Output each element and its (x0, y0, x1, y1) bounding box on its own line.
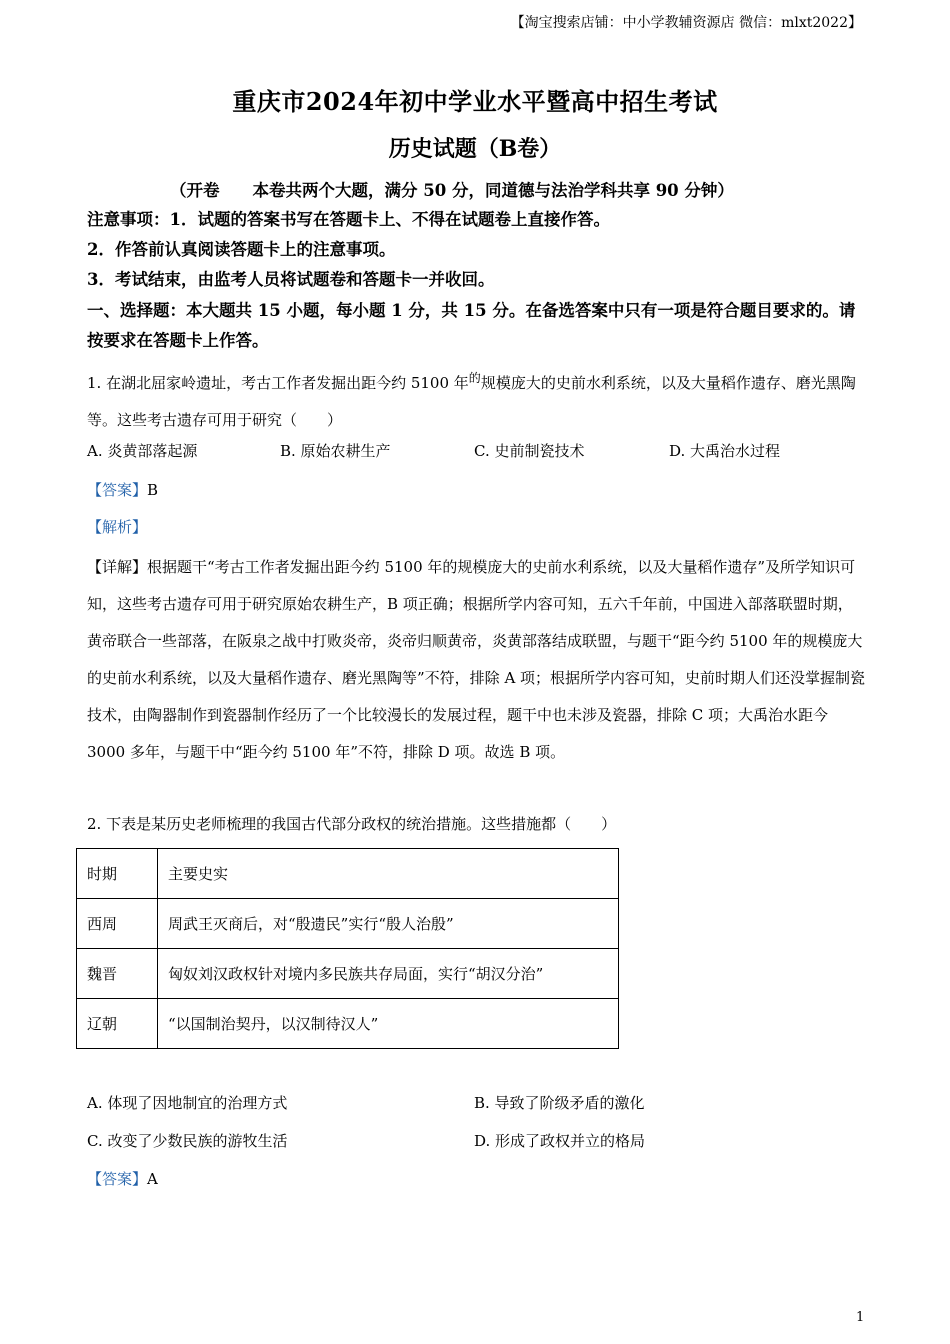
table-header-facts: 主要史实 (158, 849, 619, 899)
history-table (76, 848, 619, 1049)
q2-answer-tag: 【答案】 (87, 1170, 148, 1188)
table-row (77, 949, 619, 999)
table-header-period: 时期 (77, 849, 158, 899)
q2-option-a: A. 体现了因地制宜的治理方式 (87, 1094, 288, 1112)
table-cell-fact: 匈奴刘汉政权针对境内多民族共存局面，实行“胡汉分治” (158, 949, 619, 999)
page-number: 1 (856, 1310, 865, 1325)
notice-3: 3．考试结束，由监考人员将试题卷和答题卡一并收回。 (87, 270, 495, 289)
q1-stem-after: 规模庞大的史前水利系统，以及大量稻作遗存、磨光黑陶等。这些考古遗存可用于研究（ ） (87, 374, 856, 429)
q2-option-c: C. 改变了少数民族的游牧生活 (87, 1132, 288, 1150)
table-row (77, 899, 619, 949)
q1-answer-tag: 【答案】 (87, 481, 148, 499)
q1-option-d: D. 大禹治水过程 (669, 442, 781, 460)
q1-analysis-tag: 【解析】 (87, 518, 148, 536)
table-cell-fact: 周武王灭商后，对“殷遗民”实行“殷人治殷” (158, 899, 619, 949)
question-2-stem: 2. 下表是某历史老师梳理的我国古代部分政权的统治措施。这些措施都（ ） (87, 815, 617, 833)
table-row (77, 999, 619, 1049)
q1-answer-value: B (147, 481, 159, 499)
q2-option-d: D. 形成了政权并立的格局 (474, 1132, 646, 1150)
table-header-row (77, 849, 619, 899)
notice-1: 注意事项：1．试题的答案书写在答题卡上、不得在试题卷上直接作答。 (87, 210, 610, 229)
q1-option-a: A. 炎黄部落起源 (87, 442, 198, 460)
exam-title: 重庆市2024年初中学业水平暨高中招生考试 (232, 87, 718, 116)
section-title: 一、选择题：本大题共 15 小题，每小题 1 分，共 15 分。在备选答案中只有一项是符合题目要求的。请按要求在答题卡上作答。 (87, 301, 856, 350)
notice-2: 2．作答前认真阅读答题卡上的注意事项。 (87, 240, 396, 259)
q1-option-c: C. 史前制瓷技术 (474, 442, 585, 460)
header-note: 【淘宝搜索店铺：中小学教辅资源店 微信：mlxt2022】 (510, 15, 862, 31)
q1-option-b: B. 原始农耕生产 (280, 442, 391, 460)
q2-option-b: B. 导致了阶级矛盾的激化 (474, 1094, 645, 1112)
exam-subtitle: 历史试题（B卷） (388, 136, 562, 162)
q1-stem-before: 1. 在湖北屈家岭遗址，考古工作者发掘出距今约 5100 年 (87, 374, 469, 392)
table-cell-period: 辽朝 (77, 999, 158, 1049)
q1-detail-text: 根据题干“考古工作者发掘出距今约 5100 年的规模庞大的史前水利系统，以及大量稻作遗存”及所学知识可知，这些考古遗存可用于研究原始农耕生产，B 项正确；根据所学内容可知，五六千年前，中国进入部落联盟时期，黄帝联合一些部落，在阪泉之战中打败炎帝，炎帝归顺黄帝，炎黄部落结成联盟，与题干“距今约 5100 年的规模庞大的史前水利系统，以及大量稻作遗存、磨光黑陶等”不符，排除 A 项；根据所学内容可知，史前时期人们还没掌握制瓷技术，由陶器制作到瓷器制作经历了一个比较漫长的发展过程，题干中也未涉及瓷器，排除 C 项；大禹治水距今 3000 多年，与题干中“距今约 5100 年”不符，排除 D 项。故选 B 项。 (87, 558, 866, 761)
q2-answer (87, 1168, 158, 1189)
table-cell-fact: “以国制治契丹，以汉制待汉人” (158, 999, 619, 1049)
q1-stem-sup: 的 (468, 371, 481, 385)
q1-answer (87, 479, 158, 500)
q1-detail (87, 549, 867, 771)
question-1-stem (87, 360, 867, 439)
q2-answer-value: A (147, 1170, 158, 1188)
exam-info: （开卷 本卷共两个大题，满分 50 分，同道德与法治学科共享 90 分钟） (170, 181, 734, 200)
q1-detail-tag: 【详解】 (87, 558, 148, 576)
table-cell-period: 西周 (77, 899, 158, 949)
table-cell-period: 魏晋 (77, 949, 158, 999)
